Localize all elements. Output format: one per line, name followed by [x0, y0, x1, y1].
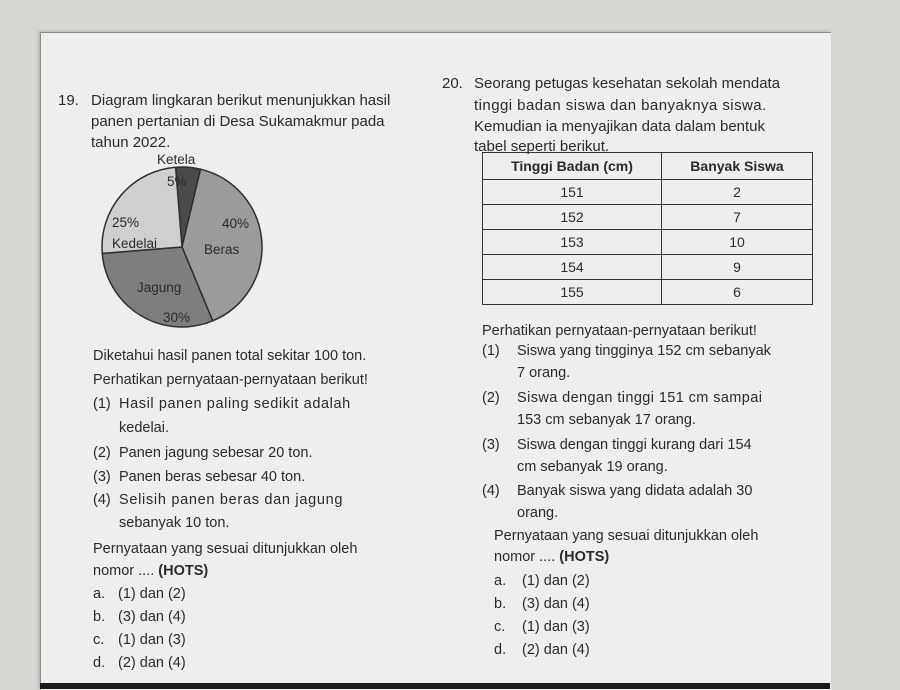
- q19-s1-num: (1): [93, 396, 111, 412]
- q20-s1-line1: Siswa yang tingginya 152 cm sebanyak: [517, 343, 771, 359]
- table-cell-height: 151: [483, 180, 662, 205]
- q19-option-b[interactable]: (3) dan (4): [118, 609, 186, 625]
- q20-option-c-letter[interactable]: c.: [494, 619, 506, 635]
- q20-stem-line4: tabel seperti berikut.: [474, 138, 610, 155]
- q19-s3: Panen beras sebesar 40 ton.: [119, 469, 306, 485]
- q20-s4-line2: orang.: [517, 505, 559, 521]
- table-cell-count: 9: [662, 255, 813, 280]
- height-table: [482, 152, 813, 305]
- q19-option-b-letter[interactable]: b.: [93, 609, 106, 625]
- q20-option-d-letter[interactable]: d.: [494, 642, 507, 658]
- q19-s1-line2: kedelai.: [119, 420, 169, 436]
- q20-stem-line2: tinggi badan siswa dan banyaknya siswa.: [474, 97, 767, 114]
- q20-s2-line1: Siswa dengan tinggi 151 cm sampai: [517, 390, 763, 406]
- table-cell-height: 152: [483, 205, 662, 230]
- q19-s3-num: (3): [93, 469, 111, 485]
- q20-option-b-letter[interactable]: b.: [494, 596, 507, 612]
- q20-s3-num: (3): [482, 437, 500, 453]
- q19-instruction: Perhatikan pernyataan-pernyataan berikut!: [93, 372, 368, 388]
- q19-s2: Panen jagung sebesar 20 ton.: [119, 445, 313, 461]
- q19-option-c[interactable]: (1) dan (3): [118, 632, 186, 648]
- pie-pct-ketela: 5%: [167, 174, 187, 189]
- table-cell-height: 153: [483, 230, 662, 255]
- table-cell-count: 6: [662, 280, 813, 305]
- table-row: [483, 205, 813, 230]
- q19-s4-line1: Selisih panen beras dan jagung: [119, 492, 344, 508]
- table-header-count: Banyak Siswa: [662, 153, 813, 180]
- q19-ask-line2: [93, 563, 208, 579]
- table-cell-height: 155: [483, 280, 662, 305]
- q20-s1-line2: 7 orang.: [517, 365, 571, 381]
- q19-info: Diketahui hasil panen total sekitar 100 ton.: [93, 348, 367, 364]
- q20-s2-num: (2): [482, 390, 500, 406]
- table-cell-height: 154: [483, 255, 662, 280]
- q19-s4-line2: sebanyak 10 ton.: [119, 515, 230, 531]
- q20-ask-line1: Pernyataan yang sesuai ditunjukkan oleh: [494, 528, 759, 544]
- q20-option-b[interactable]: (3) dan (4): [522, 596, 590, 612]
- q19-stem-line3: tahun 2022.: [91, 134, 171, 151]
- page-edge-shadow: [40, 683, 830, 689]
- q19-ask-line1: Pernyataan yang sesuai ditunjukkan oleh: [93, 541, 358, 557]
- q20-stem-line1: Seorang petugas kesehatan sekolah mendata: [474, 75, 781, 92]
- q19-option-c-letter[interactable]: c.: [93, 632, 105, 648]
- q19-option-d-letter[interactable]: d.: [93, 655, 106, 671]
- pie-pct-jagung: 30%: [163, 310, 191, 325]
- q20-ask-nomor: nomor ....: [494, 549, 560, 565]
- q20-instruction: Perhatikan pernyataan-pernyataan berikut!: [482, 323, 757, 339]
- q20-option-a-letter[interactable]: a.: [494, 573, 507, 589]
- q19-number: 19.: [58, 92, 79, 109]
- q19-hots-tag: (HOTS): [158, 563, 209, 579]
- table-cell-count: 2: [662, 180, 813, 205]
- q19-s2-num: (2): [93, 445, 111, 461]
- q20-s4-line1: Banyak siswa yang didata adalah 30: [517, 483, 753, 499]
- q20-s3-line2: cm sebanyak 19 orang.: [517, 459, 668, 475]
- q19-option-a[interactable]: (1) dan (2): [118, 586, 186, 602]
- pie-label-jagung: Jagung: [137, 280, 182, 295]
- q20-s1-num: (1): [482, 343, 500, 359]
- q20-option-c[interactable]: (1) dan (3): [522, 619, 590, 635]
- q19-stem-line1: Diagram lingkaran berikut menunjukkan hasil: [91, 92, 391, 109]
- q19-option-a-letter[interactable]: a.: [93, 586, 106, 602]
- q19-ask-nomor: nomor ....: [93, 563, 159, 579]
- q20-hots-tag: (HOTS): [559, 549, 610, 565]
- q19-s1-line1: Hasil panen paling sedikit adalah: [119, 396, 351, 412]
- table-cell-count: 7: [662, 205, 813, 230]
- table-row: [483, 255, 813, 280]
- table-header-row: [483, 153, 813, 180]
- q20-number: 20.: [442, 75, 463, 92]
- q19-stem-line2: panen pertanian di Desa Sukamakmur pada: [91, 113, 385, 130]
- pie-label-kedelai: Kedelai: [112, 236, 158, 251]
- q20-s4-num: (4): [482, 483, 500, 499]
- table-row: [483, 280, 813, 305]
- q20-s2-line2: 153 cm sebanyak 17 orang.: [517, 412, 696, 428]
- pie-label-beras: Beras: [204, 242, 240, 257]
- q20-stem-line3: Kemudian ia menyajikan data dalam bentuk: [474, 118, 766, 135]
- table-row: [483, 230, 813, 255]
- pie-pct-kedelai: 25%: [112, 215, 140, 230]
- q19-option-d[interactable]: (2) dan (4): [118, 655, 186, 671]
- q19-s4-num: (4): [93, 492, 111, 508]
- table-cell-count: 10: [662, 230, 813, 255]
- table-row: [483, 180, 813, 205]
- pie-pct-beras: 40%: [222, 216, 250, 231]
- q20-option-a[interactable]: (1) dan (2): [522, 573, 590, 589]
- table-header-height: Tinggi Badan (cm): [483, 153, 662, 180]
- q20-s3-line1: Siswa dengan tinggi kurang dari 154: [517, 437, 752, 453]
- pie-label-ketela: Ketela: [157, 152, 196, 167]
- q20-option-d[interactable]: (2) dan (4): [522, 642, 590, 658]
- q20-ask-line2: [494, 549, 609, 565]
